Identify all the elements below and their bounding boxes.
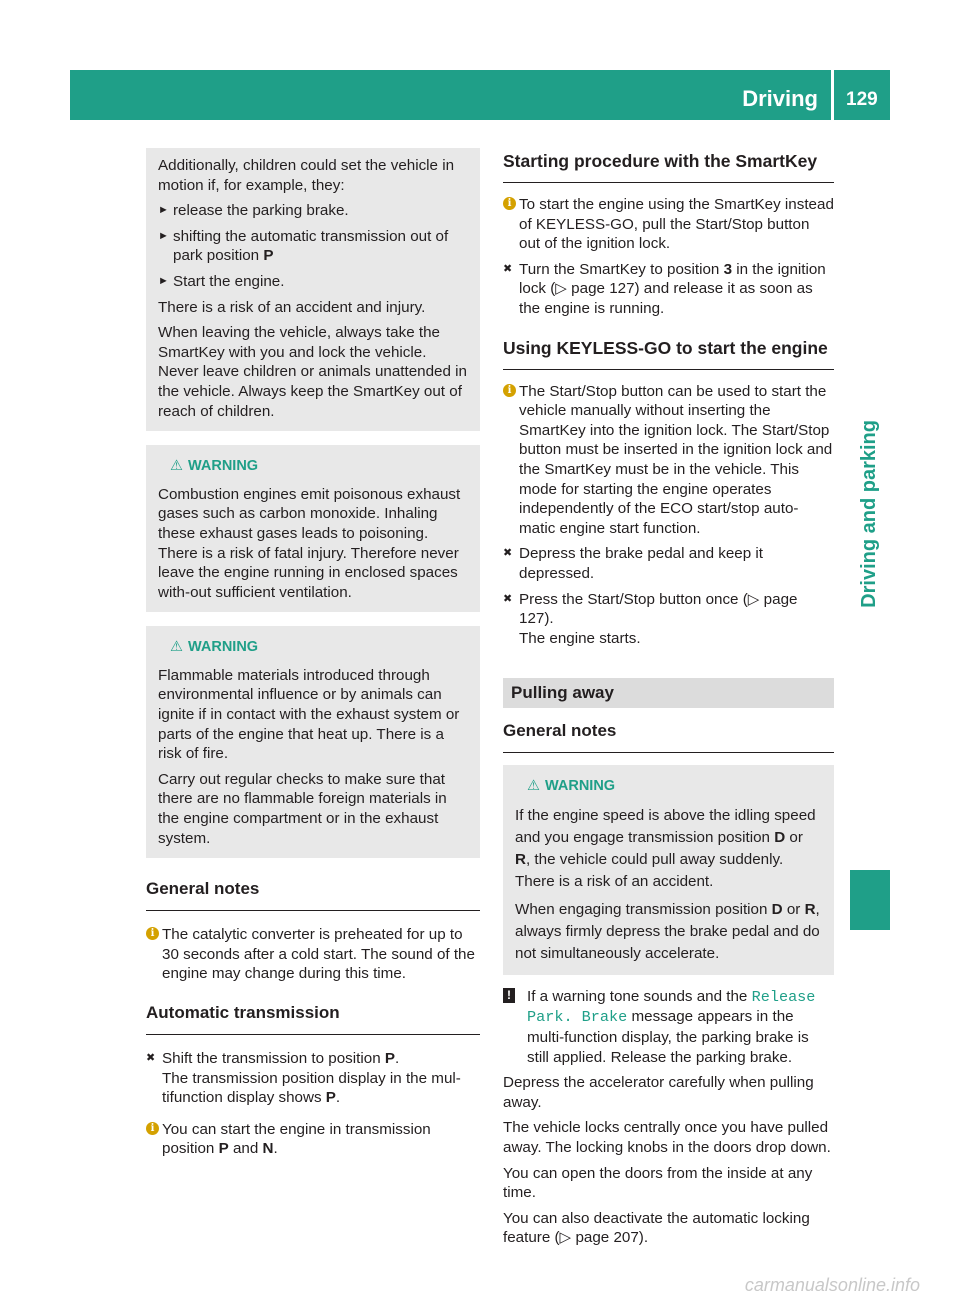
display-message: Release Park. Brake: [527, 987, 816, 1027]
notice-parking-brake: ! If a warning tone sounds and the Release Park. Brake message appears in the multi-function display, the parking brake is still applied. Release the parking brake.: [503, 987, 834, 1067]
info-icon: i: [146, 927, 159, 940]
warning-triangle-icon: ⚠: [170, 458, 183, 475]
section-title: Driving: [742, 86, 818, 111]
step-item: ✖ Press the Start/Stop button once (▷ page 127).: [503, 590, 798, 628]
step-arrow-icon: ✖: [503, 592, 513, 605]
step-item: ✖ Turn the SmartKey to position 3 in the ignition lock (▷ page 127) and release it as soon as the engine is running.: [503, 260, 826, 317]
warning-heading: ⚠ WARNING: [158, 638, 468, 658]
info-note: i To start the engine using the SmartKey instead of KEYLESS-GO, pull the Start/Stop button out of the ignition lock.: [503, 195, 834, 254]
step-item: ✖ Depress the brake pedal and keep it depressed.: [503, 545, 764, 582]
heading-smartkey: Starting procedure with the SmartKey: [503, 150, 834, 183]
list-item: ► shifting the automatic transmission out of park position P: [158, 227, 449, 265]
warning-triangle-icon: ⚠: [170, 639, 183, 656]
info-note: i The Start/Stop button can be used to start the vehicle manually without inserting the SmartKey into the ignition lock. The Start/Stop button must be inserted in the ignition lock and the SmartKey must be in the vehicle. This mode for starting the engine operates independently of the ECO start/stop auto-matic engine start function.: [503, 382, 834, 539]
bullet-icon: ►: [158, 274, 169, 287]
step-item: ✖ Shift the transmission to position P.: [146, 1050, 400, 1067]
warning-triangle-icon: ⚠: [527, 778, 540, 795]
paragraph: The vehicle locks centrally once you have pulled away. The locking knobs in the doors drop down.: [503, 1119, 831, 1157]
right-column: [503, 150, 834, 1254]
side-tab-text: Driving and parking: [858, 420, 880, 608]
exclamation-icon: !: [503, 988, 515, 1003]
info-icon: i: [503, 197, 516, 210]
heading-automatic-transmission: Automatic transmission: [146, 1002, 480, 1035]
heading-keyless-go: Using KEYLESS-GO to start the engine: [503, 337, 834, 370]
warning-text: If the engine speed is above the idling speed and you engage transmission position D or R, the vehicle could pull away suddenly. There is a risk of an accident.: [515, 806, 816, 890]
warning-box-pulling: [503, 765, 834, 975]
step-result: The engine starts.: [519, 629, 641, 647]
bullet-icon: ►: [158, 204, 169, 217]
info-icon: i: [146, 1122, 159, 1135]
warning-text: Carry out regular checks to make sure that there are no flammable foreign materials in the engine compartment or in the exhaust system.: [158, 770, 447, 847]
step-arrow-icon: ✖: [503, 262, 513, 275]
step-result: The transmission position display in the mul-tifunction display shows P.: [162, 1069, 461, 1107]
paragraph: Depress the accelerator carefully when pulling away.: [503, 1074, 814, 1111]
left-column: [146, 148, 480, 1165]
info-note: i You can start the engine in transmission position P and N.: [146, 1120, 480, 1159]
warning-text: Flammable materials introduced through environmental influence or by animals can ignite if in contact with the exhaust system or parts of the engine that heat up. There is a risk of fire.: [158, 666, 460, 763]
side-tab-marker: [850, 870, 890, 930]
footer-watermark: carmanualsonline.info: [744, 1275, 920, 1296]
info-note: i The catalytic converter is preheated for up to 30 seconds after a cold start. The sound of the engine may change during this time.: [146, 925, 480, 984]
warning-text: When engaging transmission position D or R, always firmly depress the brake pedal and do not simultaneously accelerate.: [515, 900, 820, 962]
warning-box-exhaust: [146, 445, 480, 612]
paragraph: You can open the doors from the inside at any time.: [503, 1164, 813, 1202]
step-arrow-icon: ✖: [146, 1052, 156, 1064]
box-advice: When leaving the vehicle, always take the SmartKey with you and lock the vehicle. Never leave children or animals unattended in the vehicle. Always keep the SmartKey out of reach of children.: [158, 324, 467, 420]
warning-text: Combustion engines emit poisonous exhaust gases such as carbon monoxide. Inhaling these exhaust gases leads to poisoning. There is a risk of fatal injury. Therefore never leave the engine running in enclosed spaces with-out sufficient ventilation.: [158, 485, 461, 601]
heading-general-notes-pulling: General notes: [503, 720, 834, 753]
page-number: 129: [846, 89, 878, 110]
paragraph: You can also deactivate the automatic locking feature (▷ page 207).: [503, 1209, 810, 1247]
list-item: ► release the parking brake.: [158, 202, 349, 220]
header-divider: [831, 70, 834, 120]
warning-heading: ⚠ WARNING: [158, 457, 468, 477]
list-item: ► Start the engine.: [158, 272, 285, 290]
box-intro: Additionally, children could set the vehicle in motion if, for example, they:: [158, 157, 455, 194]
heading-general-notes: General notes: [146, 878, 480, 911]
child-safety-box: [146, 148, 480, 431]
info-icon: i: [503, 384, 516, 397]
box-risk: There is a risk of an accident and injury.: [158, 298, 426, 316]
step-arrow-icon: ✖: [503, 547, 513, 560]
section-band-pulling-away: Pulling away: [503, 678, 834, 708]
warning-heading: ⚠ WARNING: [515, 777, 822, 797]
warning-box-fire: [146, 626, 480, 858]
bullet-icon: ►: [158, 229, 169, 242]
